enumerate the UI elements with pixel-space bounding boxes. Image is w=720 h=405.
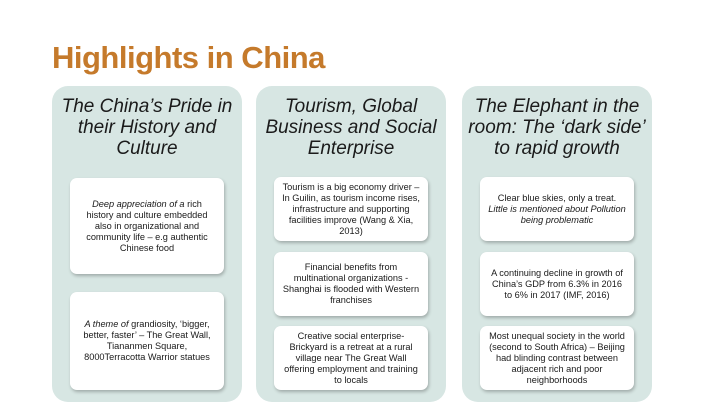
- column-heading: Tourism, Global Business and Social Enterprise: [265, 96, 437, 159]
- box-text: Financial benefits from multinational organizations - Shanghai is flooded with Western franchises: [282, 262, 420, 305]
- box-text: Tourism is a big economy driver – In Guilin, as tourism income rises, infrastructure and supporting facilities improve (Wang & Xia, 2013): [282, 181, 420, 236]
- column-dark-side: [462, 86, 652, 402]
- content-box: [480, 326, 634, 390]
- column-history-culture: [52, 86, 242, 402]
- column-heading: The Elephant in the room: The ‘dark side’ to rapid growth: [468, 96, 646, 159]
- content-box: [70, 178, 224, 274]
- box-italic-text: A theme of: [84, 319, 129, 329]
- box-text: A continuing decline in growth of China’s GDP from 6.3% in 2016 to 6% in 2017 (IMF, 2016): [491, 267, 623, 300]
- box-text: rich history and culture embedded also in organizational and community life – e.g authentic Chinese food: [86, 198, 208, 253]
- content-box: [70, 292, 224, 390]
- column-tourism-business: [256, 86, 446, 402]
- box-text: Creative social enterprise- Brickyard is a retreat at a rural village near The Great Wall offering employment and training to locals: [284, 330, 418, 385]
- slide-title: Highlights in China: [52, 40, 325, 75]
- column-heading: The China’s Pride in their History and Culture: [61, 96, 233, 159]
- content-box: [480, 252, 634, 316]
- box-text: grandiosity, ‘bigger, better, faster’ – The Great Wall, Tiananmen Square, 8000Terracotta Warrior statues: [83, 319, 211, 362]
- content-box: [480, 177, 634, 241]
- content-box: [274, 326, 428, 390]
- box-text: Clear blue skies, only a treat.: [497, 192, 617, 203]
- box-text: Most unequal society in the world (second to South Africa) – Beijing had blinding contrast between adjacent rich and poor neighborhoods: [489, 330, 625, 385]
- box-italic-text: Deep appreciation of a: [92, 198, 185, 209]
- box-italic-text: Little is mentioned about Pollution being problematic: [488, 203, 626, 225]
- content-box: [274, 252, 428, 316]
- content-box: [274, 177, 428, 241]
